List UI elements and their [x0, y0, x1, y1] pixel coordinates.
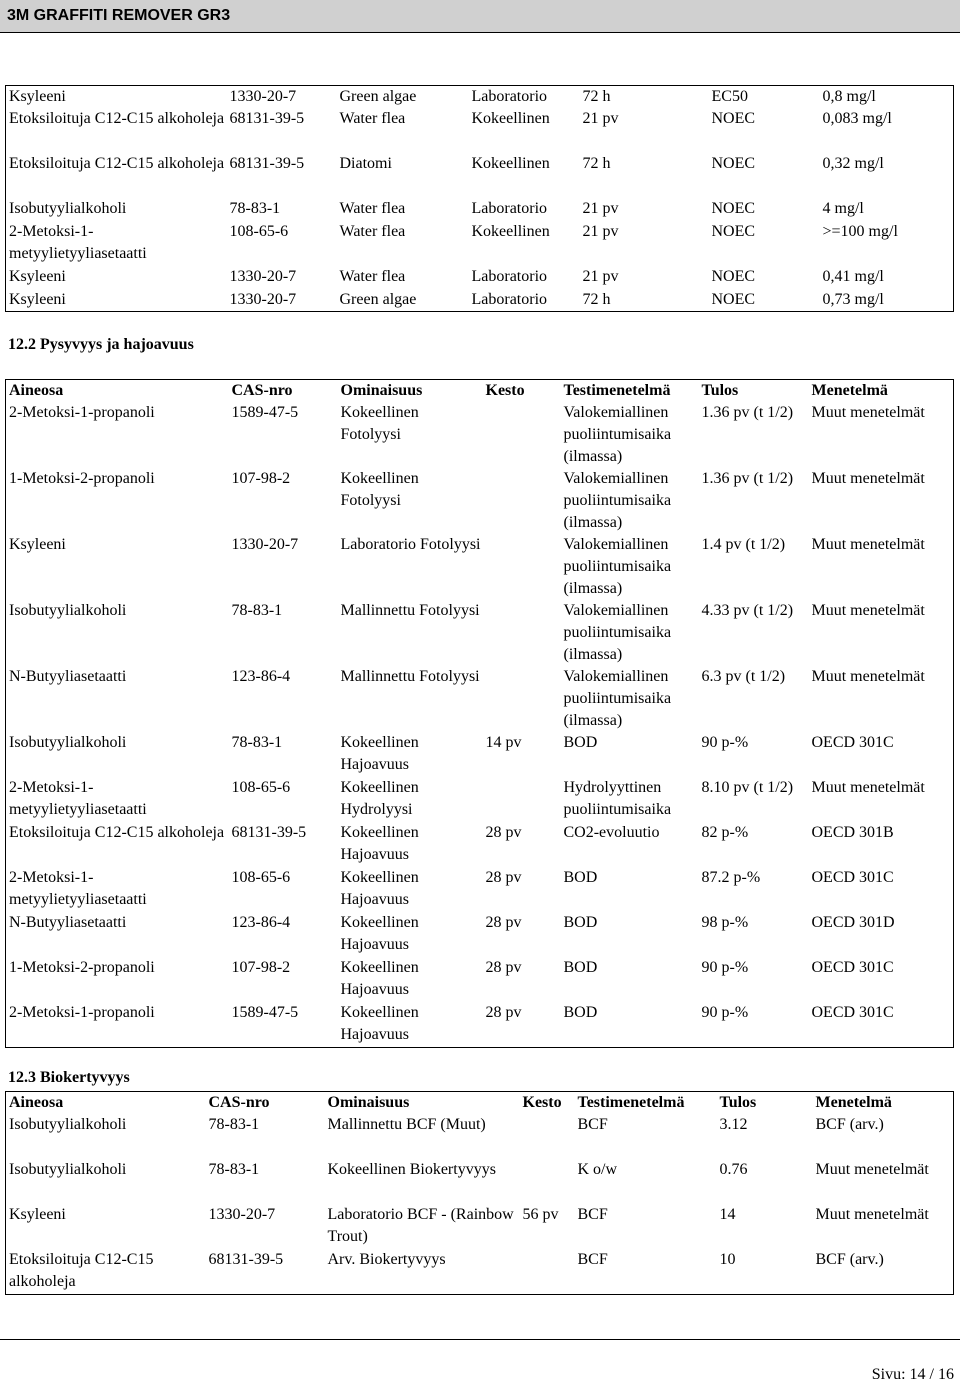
column-header: Ominaisuus — [340, 382, 423, 399]
table-cell: 0,32 mg/l — [822, 155, 884, 172]
table-cell: OECD 301C — [811, 959, 894, 976]
table-cell: BCF (arv.) — [815, 1251, 884, 1268]
table-cell: NOEC — [711, 291, 756, 308]
table-row — [6, 108, 954, 153]
table-cell: Isobutyylialkoholi — [9, 602, 127, 619]
table-cell: NOEC — [711, 155, 756, 172]
table-cell: 78-83-1 — [208, 1116, 260, 1133]
table-cell: 56 pv — [522, 1206, 559, 1223]
table-cell: BOD — [563, 959, 598, 976]
table-cell: >=100 mg/l — [822, 223, 898, 240]
table-cell — [483, 534, 561, 600]
table-cell: NOEC — [711, 268, 756, 285]
table-cell: 2-Metoksi-1-metyylietyyliasetaatti — [9, 779, 147, 818]
table-cell: Muut menetelmät — [811, 470, 925, 487]
table-cell: 108-65-6 — [231, 779, 291, 796]
table-cell: Valokemiallinen puoliintumisaika (ilmassa) — [563, 404, 672, 465]
table-cell: Ksyleeni — [9, 1206, 66, 1223]
table-cell: 8.10 pv (t 1/2) — [701, 779, 794, 796]
table-cell: Isobutyylialkoholi — [9, 1161, 127, 1178]
table-cell: 107-98-2 — [231, 959, 291, 976]
table-cell: Isobutyylialkoholi — [9, 1116, 127, 1133]
persistence-table — [5, 379, 954, 1048]
table-cell: 1330-20-7 — [229, 291, 297, 308]
table-row — [6, 534, 954, 600]
table-cell: 2-Metoksi-1-propanoli — [9, 404, 155, 421]
table-cell: Isobutyylialkoholi — [9, 734, 127, 751]
table-cell: Kokeellinen Fotolyysi — [340, 404, 419, 443]
table-cell: Kokeellinen Biokertyvyys — [327, 1161, 496, 1178]
table-cell: Laboratorio — [471, 88, 548, 105]
persistence-table-body — [6, 402, 954, 1047]
table-cell: 87.2 p-% — [701, 869, 761, 886]
table-row — [6, 402, 954, 468]
table-cell: Diatomi — [339, 155, 392, 172]
table-cell: 68131-39-5 — [208, 1251, 284, 1268]
table-cell: Water flea — [339, 268, 406, 285]
table-cell: Muut menetelmät — [815, 1206, 929, 1223]
table-cell: 90 p-% — [701, 1004, 749, 1021]
table-cell: 10 — [719, 1251, 736, 1268]
table-cell: BOD — [563, 1004, 598, 1021]
table-cell: Kokeellinen — [471, 155, 550, 172]
table-row — [6, 86, 954, 109]
table-row — [6, 1114, 954, 1159]
table-cell: OECD 301C — [811, 1004, 894, 1021]
table-cell: Valokemiallinen puoliintumisaika (ilmassa) — [563, 536, 672, 597]
table-cell: N-Butyyliasetaatti — [9, 914, 127, 931]
table-cell: 0,73 mg/l — [822, 291, 884, 308]
table-cell: 21 pv — [582, 110, 619, 127]
table-cell: Water flea — [339, 223, 406, 240]
table-row — [6, 1002, 954, 1047]
table-cell: 28 pv — [485, 959, 522, 976]
table-cell: 1330-20-7 — [229, 88, 297, 105]
table-cell: OECD 301C — [811, 734, 894, 751]
section-title-persistence: 12.2 Pysyvyys ja hajoavuus — [8, 336, 194, 353]
section-title-bioaccumulation: 12.3 Biokertyvyys — [8, 1069, 130, 1086]
table-cell: 0.76 — [719, 1161, 748, 1178]
table-cell: Isobutyylialkoholi — [9, 200, 127, 217]
table-cell: 98 p-% — [701, 914, 749, 931]
table-cell: 2-Metoksi-1-metyylietyyliasetaatti — [9, 869, 147, 908]
table-row — [6, 198, 954, 221]
table-cell: Kokeellinen Hajoavuus — [340, 734, 419, 773]
table-cell: Mallinnettu Fotolyysi — [340, 602, 480, 619]
column-header: Kesto — [522, 1094, 562, 1111]
table-cell: Arv. Biokertyvyys — [327, 1251, 446, 1268]
table-cell: 21 pv — [582, 223, 619, 240]
table-cell: 78-83-1 — [231, 602, 283, 619]
table-cell: 78-83-1 — [208, 1161, 260, 1178]
table-cell: Kokeellinen Fotolyysi — [340, 470, 419, 509]
table-cell: Kokeellinen Hajoavuus — [340, 959, 419, 998]
column-header: Tulos — [701, 382, 739, 399]
table-cell: Muut menetelmät — [811, 602, 925, 619]
toxicity-table — [5, 85, 954, 312]
page-number: Sivu: 14 / 16 — [871, 1366, 954, 1383]
table-cell — [483, 777, 561, 822]
table-cell: 72 h — [582, 291, 611, 308]
table-cell: 1.4 pv (t 1/2) — [701, 536, 786, 553]
table-cell — [483, 468, 561, 534]
table-row — [6, 600, 954, 666]
table-cell: 2-Metoksi-1-propanoli — [9, 1004, 155, 1021]
table-cell: Muut menetelmät — [811, 668, 925, 685]
table-cell: 3.12 — [719, 1116, 748, 1133]
table-cell: Water flea — [339, 110, 406, 127]
table-cell: 0,41 mg/l — [822, 268, 884, 285]
persistence-table-header — [6, 380, 954, 403]
table-cell — [520, 1114, 575, 1159]
column-header: Menetelmä — [811, 382, 888, 399]
table-cell: 14 pv — [485, 734, 522, 751]
footer-rule — [0, 1339, 960, 1340]
document-header — [0, 0, 960, 32]
table-cell: 1.36 pv (t 1/2) — [701, 470, 794, 487]
table-cell: 1-Metoksi-2-propanoli — [9, 470, 155, 487]
table-cell: BOD — [563, 869, 598, 886]
table-cell: BCF (arv.) — [815, 1116, 884, 1133]
table-row — [6, 957, 954, 1002]
table-cell: N-Butyyliasetaatti — [9, 668, 127, 685]
table-cell: Kokeellinen Hajoavuus — [340, 869, 419, 908]
table-cell: NOEC — [711, 200, 756, 217]
column-header: Aineosa — [9, 1094, 64, 1111]
table-cell: OECD 301D — [811, 914, 895, 931]
table-cell: Kokeellinen Hydrolyysi — [340, 779, 419, 818]
table-cell: Green algae — [339, 291, 417, 308]
table-cell: 4.33 pv (t 1/2) — [701, 602, 794, 619]
table-cell: Laboratorio Fotolyysi — [340, 536, 481, 553]
table-cell: 21 pv — [582, 268, 619, 285]
bioaccumulation-table-body — [6, 1114, 954, 1294]
table-cell: 28 pv — [485, 869, 522, 886]
header-rule — [0, 32, 960, 33]
table-cell: 108-65-6 — [229, 223, 289, 240]
table-row — [6, 777, 954, 822]
table-cell: 28 pv — [485, 1004, 522, 1021]
table-cell: 1589-47-5 — [231, 1004, 299, 1021]
table-cell: Kokeellinen — [471, 110, 550, 127]
table-cell: 68131-39-5 — [229, 155, 305, 172]
table-cell — [483, 402, 561, 468]
table-cell: 1589-47-5 — [231, 404, 299, 421]
table-cell: 28 pv — [485, 824, 522, 841]
table-cell: 123-86-4 — [231, 668, 291, 685]
table-cell: OECD 301B — [811, 824, 894, 841]
table-cell: 82 p-% — [701, 824, 749, 841]
table-cell: 6.3 pv (t 1/2) — [701, 668, 786, 685]
table-cell: K o/w — [577, 1161, 618, 1178]
table-cell: Valokemiallinen puoliintumisaika (ilmassa) — [563, 602, 672, 663]
table-cell: Valokemiallinen puoliintumisaika (ilmassa) — [563, 470, 672, 531]
table-cell: 72 h — [582, 155, 611, 172]
table-row — [6, 468, 954, 534]
column-header: Testimenetelmä — [577, 1094, 685, 1111]
column-header: Ominaisuus — [327, 1094, 410, 1111]
table-cell: Mallinnettu Fotolyysi — [340, 668, 480, 685]
column-header: Menetelmä — [815, 1094, 892, 1111]
table-cell — [483, 666, 561, 732]
table-row — [6, 1159, 954, 1204]
table-row — [6, 1249, 954, 1294]
table-row — [6, 732, 954, 777]
table-cell: OECD 301C — [811, 869, 894, 886]
table-cell: BOD — [563, 914, 598, 931]
column-header: Testimenetelmä — [563, 382, 671, 399]
table-row — [6, 912, 954, 957]
table-cell: 72 h — [582, 88, 611, 105]
table-cell: Water flea — [339, 200, 406, 217]
table-row — [6, 1204, 954, 1249]
table-cell: Muut menetelmät — [811, 779, 925, 796]
column-header: Kesto — [485, 382, 525, 399]
table-cell: BCF — [577, 1206, 608, 1223]
table-cell: 2-Metoksi-1-metyylietyyliasetaatti — [9, 223, 147, 262]
bioaccumulation-table-header — [6, 1092, 954, 1115]
table-cell: BOD — [563, 734, 598, 751]
table-cell: Green algae — [339, 88, 417, 105]
table-cell: 0,083 mg/l — [822, 110, 892, 127]
table-row — [6, 221, 954, 266]
table-cell: 78-83-1 — [231, 734, 283, 751]
table-row — [6, 153, 954, 198]
table-cell: 68131-39-5 — [229, 110, 305, 127]
table-cell: 21 pv — [582, 200, 619, 217]
table-cell: Kokeellinen Hajoavuus — [340, 1004, 419, 1043]
table-cell: Mallinnettu BCF (Muut) — [327, 1116, 486, 1133]
table-cell: BCF — [577, 1251, 608, 1268]
table-cell: 78-83-1 — [229, 200, 281, 217]
table-cell: 1330-20-7 — [229, 268, 297, 285]
table-cell: Muut menetelmät — [815, 1161, 929, 1178]
column-header: Aineosa — [9, 382, 64, 399]
table-row — [6, 867, 954, 912]
table-cell: 108-65-6 — [231, 869, 291, 886]
table-cell: Ksyleeni — [9, 268, 66, 285]
toxicity-table-body — [6, 86, 954, 312]
table-cell — [483, 600, 561, 666]
table-cell: CO2-evoluutio — [563, 824, 660, 841]
table-cell: 28 pv — [485, 914, 522, 931]
column-header: CAS-nro — [208, 1094, 270, 1111]
table-cell: 90 p-% — [701, 734, 749, 751]
table-cell: Etoksiloituja C12-C15 alkoholeja — [9, 155, 225, 172]
table-cell: 107-98-2 — [231, 470, 291, 487]
table-row — [6, 822, 954, 867]
table-cell: Ksyleeni — [9, 536, 66, 553]
table-cell: Kokeellinen — [471, 223, 550, 240]
table-cell: NOEC — [711, 223, 756, 240]
table-cell: 4 mg/l — [822, 200, 864, 217]
table-cell: Laboratorio — [471, 268, 548, 285]
table-cell: Laboratorio BCF - (Rainbow Trout) — [327, 1206, 514, 1245]
table-cell: Valokemiallinen puoliintumisaika (ilmassa) — [563, 668, 672, 729]
bioaccumulation-table — [5, 1091, 954, 1295]
table-row — [6, 266, 954, 289]
table-cell: BCF — [577, 1116, 608, 1133]
table-cell: EC50 — [711, 88, 748, 105]
table-row — [6, 289, 954, 312]
document-title: 3M GRAFFITI REMOVER GR3 — [7, 7, 231, 24]
table-cell: 123-86-4 — [231, 914, 291, 931]
table-cell: Etoksiloituja C12-C15 alkoholeja — [9, 1251, 154, 1290]
table-cell: Laboratorio — [471, 200, 548, 217]
table-cell: 0,8 mg/l — [822, 88, 876, 105]
table-cell — [520, 1249, 575, 1294]
table-cell: Etoksiloituja C12-C15 alkoholeja — [9, 824, 225, 841]
table-cell: 1330-20-7 — [208, 1206, 276, 1223]
table-row — [6, 666, 954, 732]
table-cell: 14 — [719, 1206, 736, 1223]
table-cell: Ksyleeni — [9, 291, 66, 308]
table-cell: 1330-20-7 — [231, 536, 299, 553]
table-cell: 90 p-% — [701, 959, 749, 976]
column-header: CAS-nro — [231, 382, 293, 399]
table-cell: Kokeellinen Hajoavuus — [340, 824, 419, 863]
table-cell: Laboratorio — [471, 291, 548, 308]
table-cell: Muut menetelmät — [811, 536, 925, 553]
table-cell: Hydrolyyttinen puoliintumisaika — [563, 779, 672, 818]
table-cell: Ksyleeni — [9, 88, 66, 105]
table-cell: Kokeellinen Hajoavuus — [340, 914, 419, 953]
table-cell — [520, 1159, 575, 1204]
table-cell: 1.36 pv (t 1/2) — [701, 404, 794, 421]
table-cell: Muut menetelmät — [811, 404, 925, 421]
table-cell: NOEC — [711, 110, 756, 127]
table-cell: 1-Metoksi-2-propanoli — [9, 959, 155, 976]
table-cell: 68131-39-5 — [231, 824, 307, 841]
table-cell: Etoksiloituja C12-C15 alkoholeja — [9, 110, 225, 127]
column-header: Tulos — [719, 1094, 757, 1111]
